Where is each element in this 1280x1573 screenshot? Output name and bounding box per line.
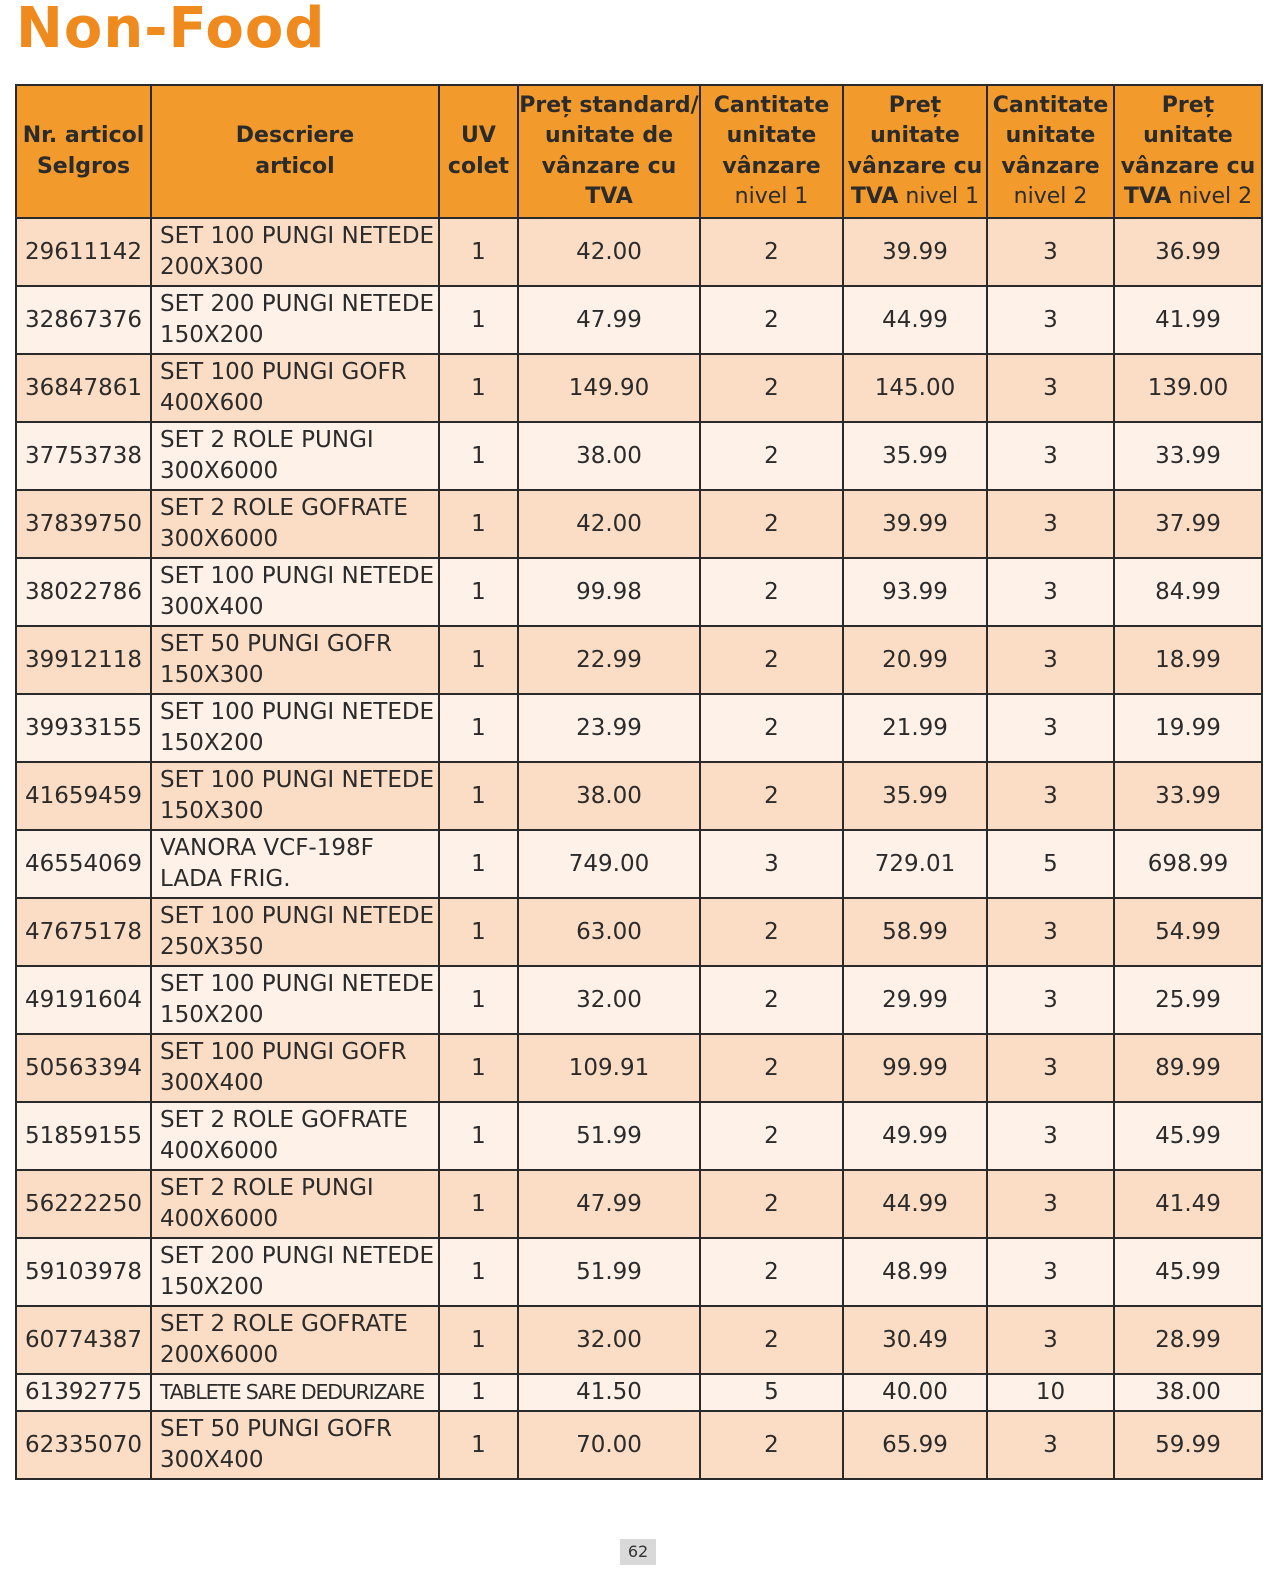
cell-nr-articol: 51859155: [16, 1102, 151, 1170]
cell-descriere: [151, 898, 439, 966]
cell-descriere: [151, 422, 439, 490]
cell-pret-nivel-1: 29.99: [843, 966, 987, 1034]
table-row: [16, 490, 1262, 558]
cell-descriere: [151, 1170, 439, 1238]
cell-nr-articol: 62335070: [16, 1411, 151, 1479]
cell-pret-nivel-2: 59.99: [1114, 1411, 1262, 1479]
cell-pret-nivel-1: 44.99: [843, 1170, 987, 1238]
cell-pret-nivel-2: 84.99: [1114, 558, 1262, 626]
cell-pret-nivel-1: 729.01: [843, 830, 987, 898]
table-row: [16, 286, 1262, 354]
cell-cantitate-nivel-2: 10: [987, 1374, 1114, 1411]
description-line: 150X300: [160, 662, 264, 688]
header-descriere: [151, 85, 439, 218]
cell-cantitate-nivel-2: 3: [987, 1411, 1114, 1479]
cell-pret-nivel-1: 65.99: [843, 1411, 987, 1479]
header-line: [844, 182, 986, 213]
header-line: [519, 91, 699, 122]
cell-cantitate-nivel-1: 2: [700, 354, 843, 422]
header-text: nivel 2: [1013, 184, 1088, 209]
cell-pret-nivel-2: 698.99: [1114, 830, 1262, 898]
table-header-row: [16, 85, 1262, 218]
cell-uv-colet: 1: [439, 694, 518, 762]
cell-pret-nivel-2: 139.00: [1114, 354, 1262, 422]
table-row: [16, 898, 1262, 966]
table-row: [16, 1374, 1262, 1411]
cell-cantitate-nivel-2: 3: [987, 1170, 1114, 1238]
cell-pret-nivel-1: 44.99: [843, 286, 987, 354]
cell-uv-colet: 1: [439, 354, 518, 422]
header-cantitate-nivel-1: [700, 85, 843, 218]
page-title: Non-Food: [16, 0, 326, 61]
header-line: [440, 152, 517, 183]
description-line: 300X400: [160, 1447, 264, 1473]
table-row: [16, 830, 1262, 898]
header-line: [17, 121, 150, 152]
cell-pret-nivel-1: 39.99: [843, 490, 987, 558]
cell-cantitate-nivel-2: 3: [987, 762, 1114, 830]
cell-cantitate-nivel-1: 2: [700, 1102, 843, 1170]
table-row: [16, 762, 1262, 830]
cell-pret-nivel-2: 33.99: [1114, 422, 1262, 490]
cell-pret-standard: 32.00: [518, 966, 700, 1034]
cell-nr-articol: 49191604: [16, 966, 151, 1034]
cell-pret-nivel-1: 145.00: [843, 354, 987, 422]
header-text: articol: [255, 153, 335, 179]
header-line: [844, 152, 986, 183]
description-line: 300X6000: [160, 458, 279, 484]
cell-pret-nivel-1: 49.99: [843, 1102, 987, 1170]
cell-cantitate-nivel-2: 3: [987, 966, 1114, 1034]
header-line: [17, 152, 150, 183]
header-pret-nivel-2: [1114, 85, 1262, 218]
cell-cantitate-nivel-2: 3: [987, 558, 1114, 626]
description-line: SET 2 ROLE GOFRATE: [160, 1107, 408, 1133]
cell-pret-standard: 47.99: [518, 1170, 700, 1238]
cell-uv-colet: 1: [439, 966, 518, 1034]
cell-nr-articol: 39933155: [16, 694, 151, 762]
cell-cantitate-nivel-2: 3: [987, 1238, 1114, 1306]
cell-descriere: [151, 626, 439, 694]
cell-nr-articol: 38022786: [16, 558, 151, 626]
cell-uv-colet: 1: [439, 218, 518, 286]
table-row: [16, 218, 1262, 286]
cell-pret-standard: 42.00: [518, 490, 700, 558]
cell-cantitate-nivel-2: 3: [987, 1034, 1114, 1102]
description-line: SET 100 PUNGI NETEDE: [160, 699, 435, 725]
header-level-text: nivel 2: [1171, 184, 1253, 209]
cell-uv-colet: 1: [439, 1170, 518, 1238]
description-line: LADA FRIG.: [160, 866, 291, 892]
cell-cantitate-nivel-2: 3: [987, 354, 1114, 422]
page-number: 62: [620, 1539, 656, 1565]
header-line: [519, 152, 699, 183]
cell-pret-nivel-1: 39.99: [843, 218, 987, 286]
description-line: SET 50 PUNGI GOFR: [160, 1416, 393, 1442]
cell-uv-colet: 1: [439, 898, 518, 966]
cell-cantitate-nivel-2: 3: [987, 286, 1114, 354]
cell-nr-articol: 47675178: [16, 898, 151, 966]
cell-nr-articol: 60774387: [16, 1306, 151, 1374]
table-row: [16, 354, 1262, 422]
table-row: [16, 626, 1262, 694]
cell-nr-articol: 39912118: [16, 626, 151, 694]
table-row: [16, 694, 1262, 762]
header-text: Cantitate: [992, 92, 1109, 118]
cell-pret-nivel-2: 41.49: [1114, 1170, 1262, 1238]
cell-descriere: [151, 1374, 439, 1411]
table-row: [16, 1170, 1262, 1238]
description-line: SET 100 PUNGI NETEDE: [160, 971, 435, 997]
table-row: [16, 966, 1262, 1034]
cell-cantitate-nivel-1: 2: [700, 422, 843, 490]
cell-cantitate-nivel-1: 2: [700, 558, 843, 626]
header-text: TVA: [585, 184, 633, 209]
cell-pret-standard: 51.99: [518, 1238, 700, 1306]
cell-nr-articol: 56222250: [16, 1170, 151, 1238]
cell-pret-standard: 51.99: [518, 1102, 700, 1170]
description-line: 300X400: [160, 1070, 264, 1096]
cell-uv-colet: 1: [439, 1411, 518, 1479]
header-text: unitate: [1005, 123, 1096, 148]
header-line: [1115, 182, 1261, 213]
header-text: vânzare cu: [847, 153, 983, 179]
cell-nr-articol: 59103978: [16, 1238, 151, 1306]
cell-descriere: [151, 830, 439, 898]
description-line: TABLETE SARE DEDURIZARE: [160, 1380, 424, 1404]
cell-cantitate-nivel-2: 3: [987, 1306, 1114, 1374]
cell-cantitate-nivel-1: 2: [700, 1238, 843, 1306]
cell-pret-standard: 42.00: [518, 218, 700, 286]
header-uv-colet: [439, 85, 518, 218]
cell-cantitate-nivel-1: 5: [700, 1374, 843, 1411]
header-line: [519, 121, 699, 152]
cell-uv-colet: 1: [439, 1306, 518, 1374]
cell-descriere: [151, 490, 439, 558]
cell-pret-standard: 38.00: [518, 422, 700, 490]
header-line: [519, 182, 699, 213]
cell-descriere: [151, 1238, 439, 1306]
cell-cantitate-nivel-1: 2: [700, 1170, 843, 1238]
cell-cantitate-nivel-2: 3: [987, 1102, 1114, 1170]
header-line: [701, 91, 842, 122]
cell-cantitate-nivel-1: 2: [700, 898, 843, 966]
cell-cantitate-nivel-2: 3: [987, 898, 1114, 966]
price-table: [15, 84, 1263, 1480]
header-text: Preț: [1161, 92, 1215, 118]
table-row: [16, 1102, 1262, 1170]
cell-pret-nivel-2: 18.99: [1114, 626, 1262, 694]
header-text: vânzare: [722, 153, 821, 179]
cell-cantitate-nivel-1: 3: [700, 830, 843, 898]
cell-descriere: [151, 1306, 439, 1374]
cell-pret-nivel-2: 45.99: [1114, 1238, 1262, 1306]
cell-uv-colet: 1: [439, 1238, 518, 1306]
header-line: [988, 121, 1113, 152]
header-line: [988, 182, 1113, 213]
table-row: [16, 422, 1262, 490]
header-pret-standard: [518, 85, 700, 218]
description-line: SET 2 ROLE PUNGI: [160, 1175, 374, 1201]
cell-pret-nivel-1: 30.49: [843, 1306, 987, 1374]
cell-cantitate-nivel-2: 5: [987, 830, 1114, 898]
cell-nr-articol: 32867376: [16, 286, 151, 354]
header-nr-articol: [16, 85, 151, 218]
cell-pret-nivel-2: 19.99: [1114, 694, 1262, 762]
cell-descriere: [151, 286, 439, 354]
cell-descriere: [151, 218, 439, 286]
cell-uv-colet: 1: [439, 626, 518, 694]
description-line: 200X6000: [160, 1342, 279, 1368]
description-line: 150X300: [160, 798, 264, 824]
cell-cantitate-nivel-1: 2: [700, 1034, 843, 1102]
cell-pret-standard: 99.98: [518, 558, 700, 626]
cell-nr-articol: 61392775: [16, 1374, 151, 1411]
cell-cantitate-nivel-1: 2: [700, 1306, 843, 1374]
header-line: [988, 91, 1113, 122]
cell-cantitate-nivel-1: 2: [700, 218, 843, 286]
cell-cantitate-nivel-2: 3: [987, 694, 1114, 762]
table-row: [16, 558, 1262, 626]
cell-descriere: [151, 762, 439, 830]
cell-cantitate-nivel-2: 3: [987, 218, 1114, 286]
cell-nr-articol: 29611142: [16, 218, 151, 286]
header-cantitate-nivel-2: [987, 85, 1114, 218]
header-line: [701, 152, 842, 183]
description-line: 400X6000: [160, 1206, 279, 1232]
cell-descriere: [151, 966, 439, 1034]
cell-nr-articol: 37753738: [16, 422, 151, 490]
header-pret-nivel-1: [843, 85, 987, 218]
description-line: SET 2 ROLE GOFRATE: [160, 495, 408, 521]
description-line: SET 100 PUNGI NETEDE: [160, 223, 435, 249]
description-line: 150X200: [160, 730, 264, 756]
header-text: vânzare cu: [1120, 153, 1256, 179]
cell-pret-nivel-1: 21.99: [843, 694, 987, 762]
header-line: [701, 182, 842, 213]
description-line: SET 200 PUNGI NETEDE: [160, 291, 435, 317]
cell-pret-nivel-1: 40.00: [843, 1374, 987, 1411]
description-line: 300X400: [160, 594, 264, 620]
header-level-text: nivel 1: [898, 184, 980, 209]
cell-cantitate-nivel-1: 2: [700, 286, 843, 354]
cell-nr-articol: 50563394: [16, 1034, 151, 1102]
header-line: [1115, 91, 1261, 122]
header-text: Preț: [888, 92, 942, 118]
cell-pret-nivel-2: 38.00: [1114, 1374, 1262, 1411]
price-table-container: [15, 84, 1261, 1480]
cell-pret-nivel-1: 48.99: [843, 1238, 987, 1306]
cell-pret-standard: 23.99: [518, 694, 700, 762]
cell-pret-standard: 749.00: [518, 830, 700, 898]
cell-uv-colet: 1: [439, 490, 518, 558]
header-line: [844, 121, 986, 152]
cell-cantitate-nivel-2: 3: [987, 626, 1114, 694]
cell-cantitate-nivel-1: 2: [700, 966, 843, 1034]
header-line: [152, 152, 438, 183]
header-text: vânzare cu: [541, 153, 677, 179]
cell-uv-colet: 1: [439, 286, 518, 354]
cell-cantitate-nivel-1: 2: [700, 490, 843, 558]
cell-pret-nivel-2: 36.99: [1114, 218, 1262, 286]
cell-nr-articol: 46554069: [16, 830, 151, 898]
cell-pret-nivel-2: 28.99: [1114, 1306, 1262, 1374]
header-text: unitate: [870, 123, 960, 148]
header-text: nivel 1: [734, 184, 809, 209]
header-text: Preț standard/: [519, 92, 699, 118]
cell-nr-articol: 36847861: [16, 354, 151, 422]
description-line: SET 100 PUNGI NETEDE: [160, 767, 435, 793]
description-line: 200X300: [160, 254, 264, 280]
cell-pret-nivel-1: 93.99: [843, 558, 987, 626]
cell-pret-nivel-1: 35.99: [843, 422, 987, 490]
header-text: TVA: [850, 184, 899, 209]
cell-cantitate-nivel-1: 2: [700, 1411, 843, 1479]
cell-pret-nivel-2: 45.99: [1114, 1102, 1262, 1170]
table-row: [16, 1034, 1262, 1102]
cell-uv-colet: 1: [439, 558, 518, 626]
cell-cantitate-nivel-1: 2: [700, 762, 843, 830]
header-text: unitate: [726, 123, 817, 148]
table-row: [16, 1411, 1262, 1479]
header-line: [440, 121, 517, 152]
header-line: [1115, 121, 1261, 152]
description-line: 400X600: [160, 390, 264, 416]
cell-pret-nivel-2: 54.99: [1114, 898, 1262, 966]
cell-nr-articol: 41659459: [16, 762, 151, 830]
cell-pret-standard: 47.99: [518, 286, 700, 354]
cell-pret-standard: 109.91: [518, 1034, 700, 1102]
description-line: 150X200: [160, 322, 264, 348]
header-text: vânzare: [1001, 153, 1100, 179]
cell-pret-nivel-2: 41.99: [1114, 286, 1262, 354]
description-line: SET 200 PUNGI NETEDE: [160, 1243, 435, 1269]
description-line: SET 100 PUNGI GOFR: [160, 1039, 407, 1065]
cell-descriere: [151, 558, 439, 626]
cell-descriere: [151, 354, 439, 422]
header-text: unitate de: [545, 123, 673, 148]
cell-pret-nivel-1: 58.99: [843, 898, 987, 966]
cell-pret-nivel-2: 33.99: [1114, 762, 1262, 830]
cell-uv-colet: 1: [439, 830, 518, 898]
cell-cantitate-nivel-1: 2: [700, 626, 843, 694]
description-line: SET 100 PUNGI NETEDE: [160, 903, 435, 929]
cell-pret-standard: 38.00: [518, 762, 700, 830]
cell-descriere: [151, 1102, 439, 1170]
cell-descriere: [151, 1034, 439, 1102]
header-text: Nr. articol: [22, 123, 145, 148]
header-text: unitate: [1143, 123, 1233, 148]
header-line: [988, 152, 1113, 183]
cell-pret-standard: 70.00: [518, 1411, 700, 1479]
description-line: SET 50 PUNGI GOFR: [160, 631, 393, 657]
description-line: SET 100 PUNGI NETEDE: [160, 563, 435, 589]
cell-pret-standard: 149.90: [518, 354, 700, 422]
header-text: UV: [461, 123, 496, 148]
header-text: TVA: [1123, 184, 1172, 209]
header-text: colet: [447, 153, 510, 179]
description-line: 150X200: [160, 1274, 264, 1300]
description-line: 150X200: [160, 1002, 264, 1028]
header-line: [152, 121, 438, 152]
table-row: [16, 1306, 1262, 1374]
cell-pret-standard: 22.99: [518, 626, 700, 694]
table-body: [16, 218, 1262, 1479]
header-line: [1115, 152, 1261, 183]
header-text: Cantitate: [713, 92, 830, 118]
description-line: SET 2 ROLE PUNGI: [160, 427, 374, 453]
cell-pret-nivel-2: 89.99: [1114, 1034, 1262, 1102]
description-line: SET 100 PUNGI GOFR: [160, 359, 407, 385]
cell-nr-articol: 37839750: [16, 490, 151, 558]
header-text: Descriere: [235, 123, 355, 148]
cell-pret-nivel-1: 99.99: [843, 1034, 987, 1102]
cell-pret-nivel-1: 20.99: [843, 626, 987, 694]
cell-cantitate-nivel-1: 2: [700, 694, 843, 762]
header-text: Selgros: [36, 153, 131, 179]
cell-descriere: [151, 694, 439, 762]
cell-pret-standard: 63.00: [518, 898, 700, 966]
cell-descriere: [151, 1411, 439, 1479]
description-line: SET 2 ROLE GOFRATE: [160, 1311, 408, 1337]
cell-pret-nivel-2: 25.99: [1114, 966, 1262, 1034]
description-line: 300X6000: [160, 526, 279, 552]
cell-uv-colet: 1: [439, 1034, 518, 1102]
cell-pret-standard: 41.50: [518, 1374, 700, 1411]
cell-pret-nivel-1: 35.99: [843, 762, 987, 830]
cell-uv-colet: 1: [439, 422, 518, 490]
cell-pret-nivel-2: 37.99: [1114, 490, 1262, 558]
cell-uv-colet: 1: [439, 1102, 518, 1170]
cell-uv-colet: 1: [439, 762, 518, 830]
description-line: VANORA VCF-198F: [160, 835, 374, 861]
header-line: [844, 91, 986, 122]
table-row: [16, 1238, 1262, 1306]
cell-uv-colet: 1: [439, 1374, 518, 1411]
description-line: 400X6000: [160, 1138, 279, 1164]
header-line: [701, 121, 842, 152]
cell-cantitate-nivel-2: 3: [987, 422, 1114, 490]
cell-cantitate-nivel-2: 3: [987, 490, 1114, 558]
description-line: 250X350: [160, 934, 264, 960]
cell-pret-standard: 32.00: [518, 1306, 700, 1374]
